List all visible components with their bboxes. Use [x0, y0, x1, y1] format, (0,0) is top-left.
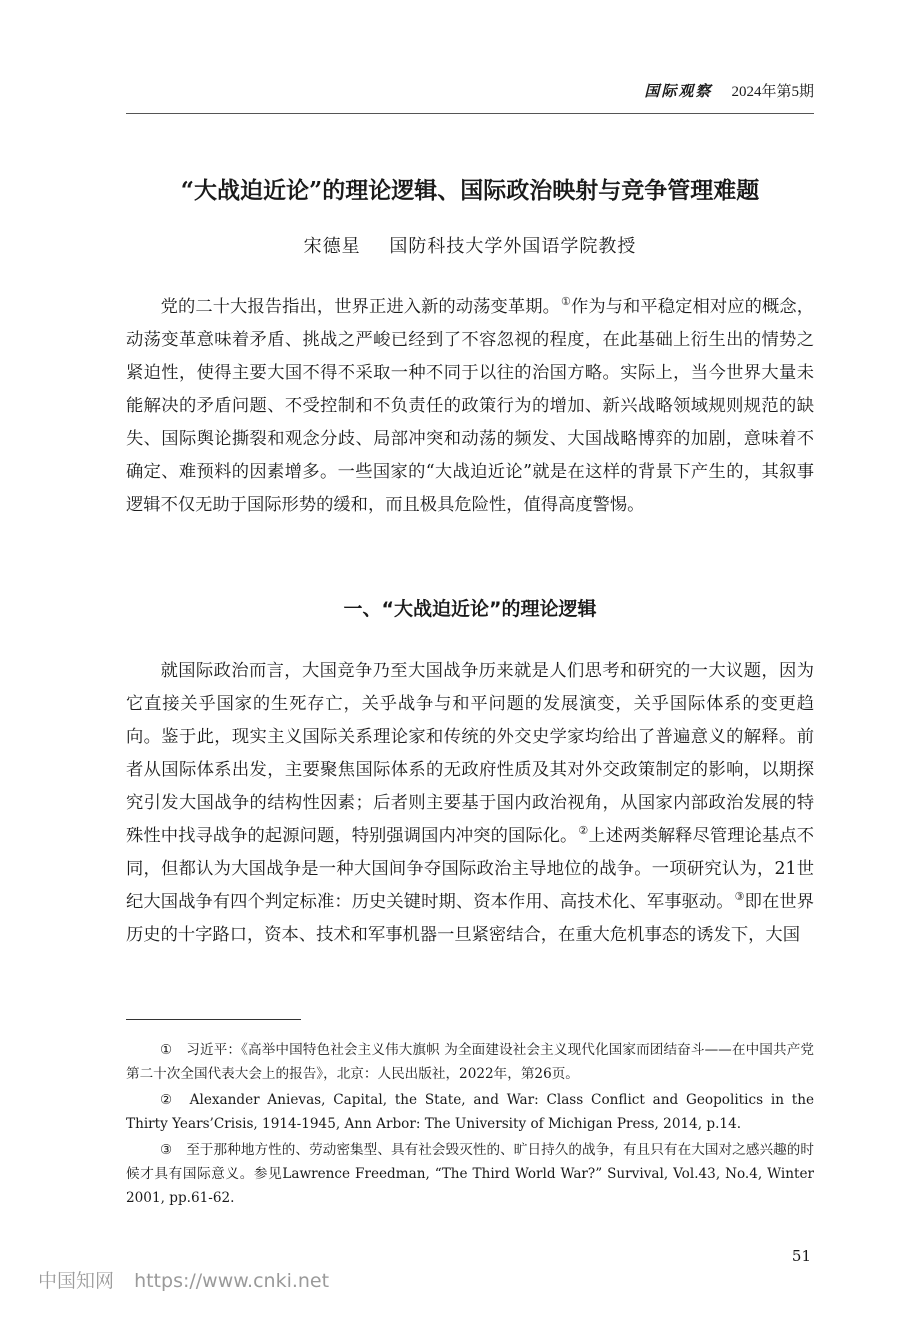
- watermark-url[interactable]: https://www.cnki.net: [134, 1270, 330, 1292]
- section-text-2: 上述两类解释尽管理论基点不同，但都认为大国战争是一种大国间争夺国际政治主导地位的战争。一项研究认为，21世纪大国战争有四个判定标准：历史关键时期、资本作用、高技术化、军事驱动。: [126, 826, 814, 912]
- running-header: [126, 80, 814, 110]
- cnki-watermark: [38, 1266, 329, 1293]
- journal-name: 国际观察: [644, 82, 713, 100]
- footnote: [126, 1088, 814, 1136]
- byline: [126, 232, 814, 258]
- intro-text-1: 党的二十大报告指出，世界正进入新的动荡变革期。: [160, 297, 560, 317]
- section-heading: 一、“大战迫近论”的理论逻辑: [343, 598, 597, 620]
- section-text-1: 就国际政治而言，大国竞争乃至大国战争历来就是人们思考和研究的一大议题，因为它直接关乎国家的生死存亡，关乎战争与和平问题的发展演变，关乎国际体系的变更趋向。鉴于此，现实主义国际关系理论家和传统的外交史学家均给出了普遍意义的解释。前者从国际体系出发，主要聚焦国际体系的无政府性质及其对外交政策制定的影响，以期探究引发大国战争的结构性因素；后者则主要基于国内政治视角，从国家内部政治发展的特殊性中找寻战争的起源问题，特别强调国内冲突的国际化。: [126, 661, 814, 846]
- section-paragraph: [126, 655, 814, 952]
- intro-paragraph: [126, 291, 814, 522]
- footnote-mark: ③: [160, 1142, 173, 1158]
- footnote-text: 习近平：《高举中国特色社会主义伟大旗帜 为全面建设社会主义现代化国家而团结奋斗——在中国共产党第二十次全国代表大会上的报告》，北京：人民出版社，2022年，第26页。: [126, 1042, 814, 1082]
- footnote: [126, 1138, 814, 1210]
- footnote: [126, 1038, 814, 1086]
- footnotes: [126, 1038, 814, 1212]
- footnote-text: Alexander Anievas, Capital, the State, and War: Class Conflict and Geopolitics in the Thirty Years’Crisis, 1914-1945, Ann Arbor: The University of Michigan Press, 2014, p.14.: [126, 1092, 814, 1132]
- article-title: “大战迫近论”的理论逻辑、国际政治映射与竞争管理难题: [180, 177, 760, 204]
- section-text-3: 即在世界历史的十字路口，资本、技术和军事机器一旦紧密结合，在重大危机事态的诱发下，大国: [126, 892, 814, 945]
- footnote-ref-3[interactable]: ③: [734, 890, 745, 903]
- header-rule: [126, 113, 814, 114]
- author-affiliation: 国防科技大学外国语学院教授: [389, 236, 637, 257]
- cnki-logo-text: 中国知网: [38, 1270, 115, 1292]
- author-name: 宋德星: [303, 236, 361, 257]
- issue-label: 2024年第5期: [731, 84, 814, 100]
- footnote-rule: [126, 1019, 301, 1020]
- footnote-text: 至于那种地方性的、劳动密集型、具有社会毁灭性的、旷日持久的战争，有且只有在大国对之感兴趣的时候才具有国际意义。参见Lawrence Freedman, “The Third World War?” Survival, Vol.43, No.4, Winter 2001, pp.61-62.: [126, 1142, 815, 1206]
- footnote-ref-2[interactable]: ②: [578, 824, 589, 837]
- footnote-ref-1[interactable]: ①: [561, 295, 571, 308]
- footnote-mark: ②: [160, 1092, 176, 1108]
- footnote-mark: ①: [160, 1042, 173, 1058]
- page-number: 51: [791, 1247, 811, 1265]
- intro-text-2: 作为与和平稳定相对应的概念，动荡变革意味着矛盾、挑战之严峻已经到了不容忽视的程度，在此基础上衍生出的情势之紧迫性，使得主要大国不得不采取一种不同于以往的治国方略。实际上，当今世界大量未能解决的矛盾问题、不受控制和不负责任的政策行为的增加、新兴战略领域规则规范的缺失、国际舆论撕裂和观念分歧、局部冲突和动荡的频发、大国战略博弈的加剧，意味着不确定、难预料的因素增多。一些国家的“大战迫近论”就是在这样的背景下产生的，其叙事逻辑不仅无助于国际形势的缓和，而且极具危险性，值得高度警惕。: [126, 297, 814, 515]
